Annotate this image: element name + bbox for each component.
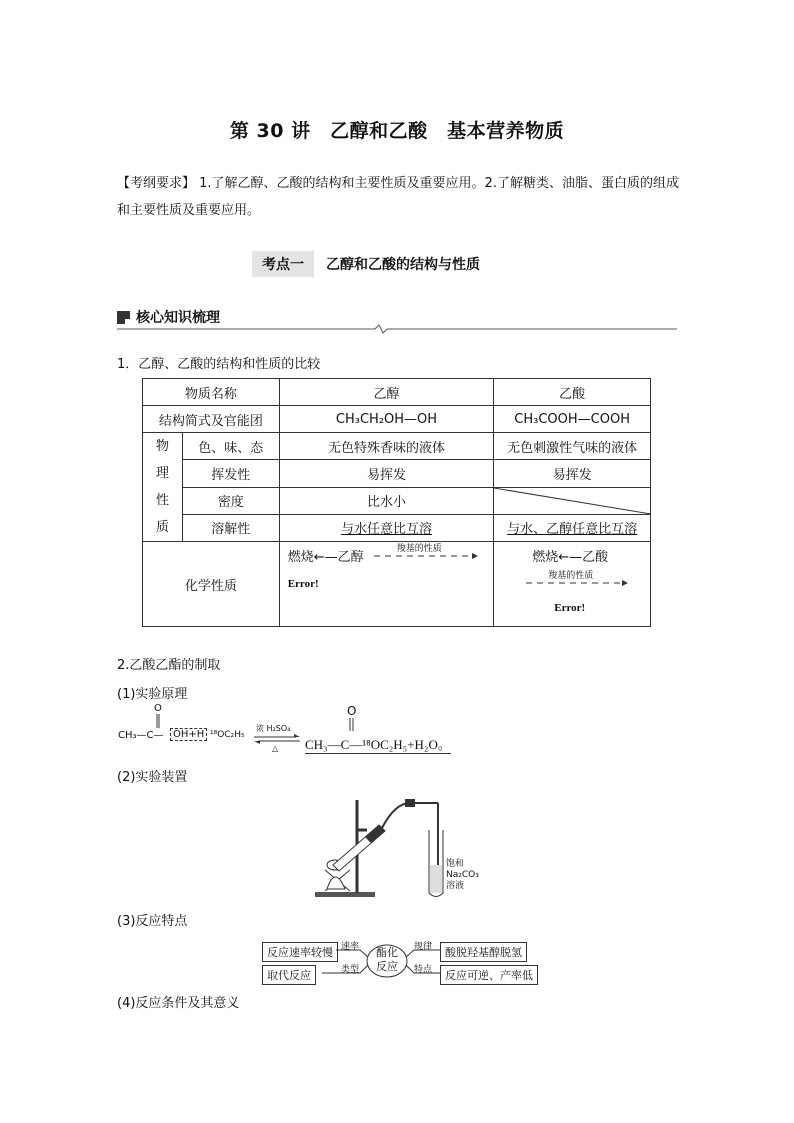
table-cell: 化学性质 xyxy=(143,542,280,627)
q2-conditions-label: (4)反应条件及其意义 xyxy=(117,996,240,1011)
table-cell: 挥发性 xyxy=(182,460,279,487)
acid-arrow xyxy=(526,576,628,590)
exam-requirements xyxy=(117,170,682,224)
feature-center xyxy=(373,946,401,974)
table-cell: 易挥发 xyxy=(279,460,494,487)
equilibrium-arrow xyxy=(254,734,300,744)
table-cell: 乙醇 xyxy=(279,379,494,406)
acid-error: Error! xyxy=(554,602,586,614)
section-divider xyxy=(117,324,677,336)
phys-label-cell xyxy=(143,433,183,542)
kaodian-title: 乙醇和乙酸的结构与性质 xyxy=(326,257,480,273)
ethanol-arrow xyxy=(374,548,478,562)
feature-trait-box: 反应可逆、产率低 xyxy=(440,965,538,985)
q2-features-label: (3)反应特点 xyxy=(117,914,188,929)
table-cell: 色、味、态 xyxy=(182,433,279,460)
table-cell: CH₃COOH—COOH xyxy=(494,406,651,433)
table-cell: 结构简式及官能团 xyxy=(143,406,280,433)
acid-chem-cell xyxy=(494,542,651,627)
table-cell: 无色刺激性气味的液体 xyxy=(494,433,651,460)
acid-arrow-label: 羧基的性质 xyxy=(548,571,594,581)
table-cell: 无色特殊香味的液体 xyxy=(279,433,494,460)
apparatus-label xyxy=(446,859,479,892)
feature-rate-box: 反应速率较慢 xyxy=(262,942,338,962)
table-cell: 溶解性 xyxy=(182,514,279,541)
reaction-equation xyxy=(118,703,478,756)
requirements-text: 1.了解乙醇、乙酸的结构和主要性质及重要应用。2.了解糖类、油脂、蛋白质的组成和主要性质及重要应用。 xyxy=(117,176,679,218)
table-cell: 密度 xyxy=(182,487,279,514)
apparatus-label-line: 溶液 xyxy=(446,881,465,891)
page-title: 第 30 讲 乙醇和乙酸 基本营养物质 xyxy=(229,120,565,142)
kaodian-heading xyxy=(252,252,480,276)
phys-label-char: 性 xyxy=(155,493,169,508)
table-cell: 比水小 xyxy=(279,487,494,514)
reactant-double-bond xyxy=(156,714,160,730)
q2-heading: 2.乙酸乙酯的制取 xyxy=(117,658,221,673)
table-row xyxy=(143,487,651,514)
feature-rate-label: 速率 xyxy=(341,942,360,952)
feature-trait-label: 特点 xyxy=(414,965,433,975)
apparatus-label-line: Na₂CO₃ xyxy=(446,870,479,880)
phys-label-char: 质 xyxy=(155,520,169,535)
q2-principle: (1)实验原理 xyxy=(117,687,188,702)
table-cell: 易挥发 xyxy=(494,460,651,487)
table-cell: CH₃CH₂OH—OH xyxy=(279,406,494,433)
ethanol-chem-cell xyxy=(279,542,494,627)
acid-burn: 燃烧←—乙酸 xyxy=(532,550,609,565)
reactant-boxed: OH+H xyxy=(170,728,207,741)
table-cell: 乙酸 xyxy=(494,379,651,406)
table-row xyxy=(143,433,651,460)
q1-heading: 1．乙醇、乙酸的结构和性质的比较 xyxy=(117,357,321,372)
table-cell: 与水、乙醇任意比互溶 xyxy=(494,514,651,541)
product-double-bond xyxy=(349,718,354,732)
phys-label-char: 物 xyxy=(155,439,169,454)
section-title: 核心知识梳理 xyxy=(136,310,220,326)
table-cell: 与水任意比互溶 xyxy=(279,514,494,541)
table-row xyxy=(143,406,651,433)
table-cell: 物质名称 xyxy=(143,379,280,406)
table-row xyxy=(143,379,651,406)
table-row xyxy=(143,460,651,487)
feature-rule-box: 酸脱羟基醇脱氢 xyxy=(440,942,527,962)
reactant-oxygen: O xyxy=(154,703,162,714)
section-square-icon xyxy=(117,311,130,324)
feature-type-box: 取代反应 xyxy=(262,965,316,985)
apparatus-label-line: 饱和 xyxy=(446,859,465,869)
ethanol-burn: 燃烧←—乙醇 xyxy=(287,550,364,565)
reaction-condition: 浓 H₂SO₄ xyxy=(256,724,291,733)
reactant-left: CH₃—C— xyxy=(118,730,164,741)
ethanol-error: Error! xyxy=(287,578,319,590)
diagonal-line xyxy=(494,488,651,514)
reaction-product: CH₃—C—¹⁸OC₂H₅+H₂O。 xyxy=(305,734,451,754)
kaodian-tag: 考点一 xyxy=(252,251,314,277)
requirements-label: 【考纲要求】 xyxy=(117,176,196,191)
q2-apparatus-label: (2)实验装置 xyxy=(117,770,188,785)
comparison-table xyxy=(142,378,651,627)
diagonal-cell xyxy=(494,487,651,514)
feature-center-line: 酯化 xyxy=(376,946,398,959)
phys-label-char: 理 xyxy=(155,466,169,481)
features-diagram xyxy=(262,935,532,985)
feature-center-line: 反应 xyxy=(376,960,398,973)
product-oxygen: O xyxy=(347,704,357,718)
feature-type-label: 类型 xyxy=(341,965,360,975)
reaction-delta: △ xyxy=(272,744,279,753)
table-row xyxy=(143,514,651,541)
table-row xyxy=(143,542,651,627)
ethanol-arrow-label: 羧基的性质 xyxy=(396,544,442,554)
reactant-right: ¹⁸OC₂H₅ xyxy=(210,730,245,740)
feature-rule-label: 规律 xyxy=(414,942,433,952)
